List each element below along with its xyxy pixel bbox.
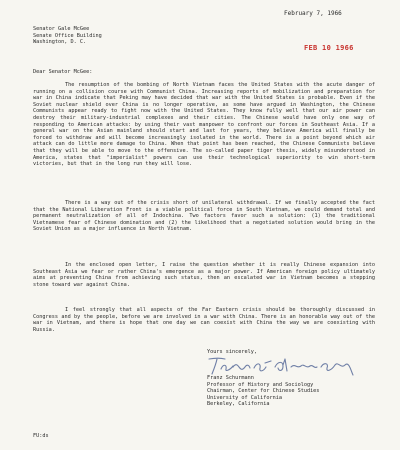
recipient-address bbox=[33, 26, 102, 46]
recipient-name: Senator Gale McGee bbox=[33, 26, 90, 32]
body-paragraph-2: There is a way out of the crisis short of unilateral withdrawal. If we finally accepted the fact that the National Liberation Front is a viable political force in South Vietnam, we could demand total and permanent neutralization of all of Indochina. Two factors favor such a solution: (1) the traditional Vietnamese fear of Chinese domination and (2) the likelihood that a negotiated solution would bring in the Soviet Union as a major influence in North Vietnam. bbox=[33, 200, 375, 233]
signature-block bbox=[207, 375, 319, 408]
sender-city: Berkeley, California bbox=[207, 401, 270, 408]
sender-title-1: Professor of History and Sociology bbox=[207, 381, 314, 388]
file-reference: FU:ds bbox=[33, 433, 49, 439]
recipient-address-line-2: Washington, D. C. bbox=[33, 39, 87, 46]
letter-date: February 7, 1966 bbox=[284, 10, 342, 17]
received-stamp: FEB 10 1966 bbox=[304, 44, 354, 52]
closing: Yours sincerely, bbox=[207, 349, 257, 355]
sender-name: Franz Schurmann bbox=[207, 375, 254, 381]
sender-title-2: Chairman, Center for Chinese Studies bbox=[207, 388, 320, 395]
handwritten-signature bbox=[205, 355, 365, 377]
sender-institution: University of California bbox=[207, 394, 282, 401]
body-paragraph-4: I feel strongly that all aspects of the Far Eastern crisis should be thoroughly discussed in Congress and by the people, before we are involved in a war with China. There is an honorable way out of the war in Vietnam, and there is hope that one day we can coexist with China the way we are coexisting with Russia. bbox=[33, 307, 375, 333]
salutation: Dear Senator McGee: bbox=[33, 69, 93, 75]
recipient-address-line-1: Senate Office Building bbox=[33, 32, 102, 39]
body-paragraph-3: In the enclosed open letter, I raise the question whether it is really Chinese expansion into Southeast Asia we fear or rather China's emergence as a major power. If American foreign policy ultimately aims at preventing China from achieving such status, then an escalated war in Vietnam becomes a stepping stone toward war against China. bbox=[33, 262, 375, 288]
body-paragraph-1: The resumption of the bombing of North Vietnam faces the United States with the acute danger of running on a collision course with Communist China. Increasing reports of mobilization and preparation for war in China indicate that Peking may have decided that war with the United States is probable. Even if the Soviet nuclear shield over China is no longer operative, as some have argued in Washington, the Chinese Communists appear ready to fight now with the United States. They know fully well that our air power can destroy their military-industrial complexes and their cities. The Chinese would have only one way of responding to American attacks: by using their vast manpower to confront our forces in Southeast Asia. If a general war on the Asian mainland should start and last for years, they believe America will finally be forced to withdraw and will become increasingly isolated in the world. There is a point beyond which air attack can do little more damage to China. When that point has been reached, the Chinese Communists believe that they will be able to move to the offensive. The so-called paper tiger thesis, widely misunderstood in America, states that "imperialist" powers can use their technological superiority to win short-term victories, but that in the long run they will lose. bbox=[33, 82, 375, 168]
